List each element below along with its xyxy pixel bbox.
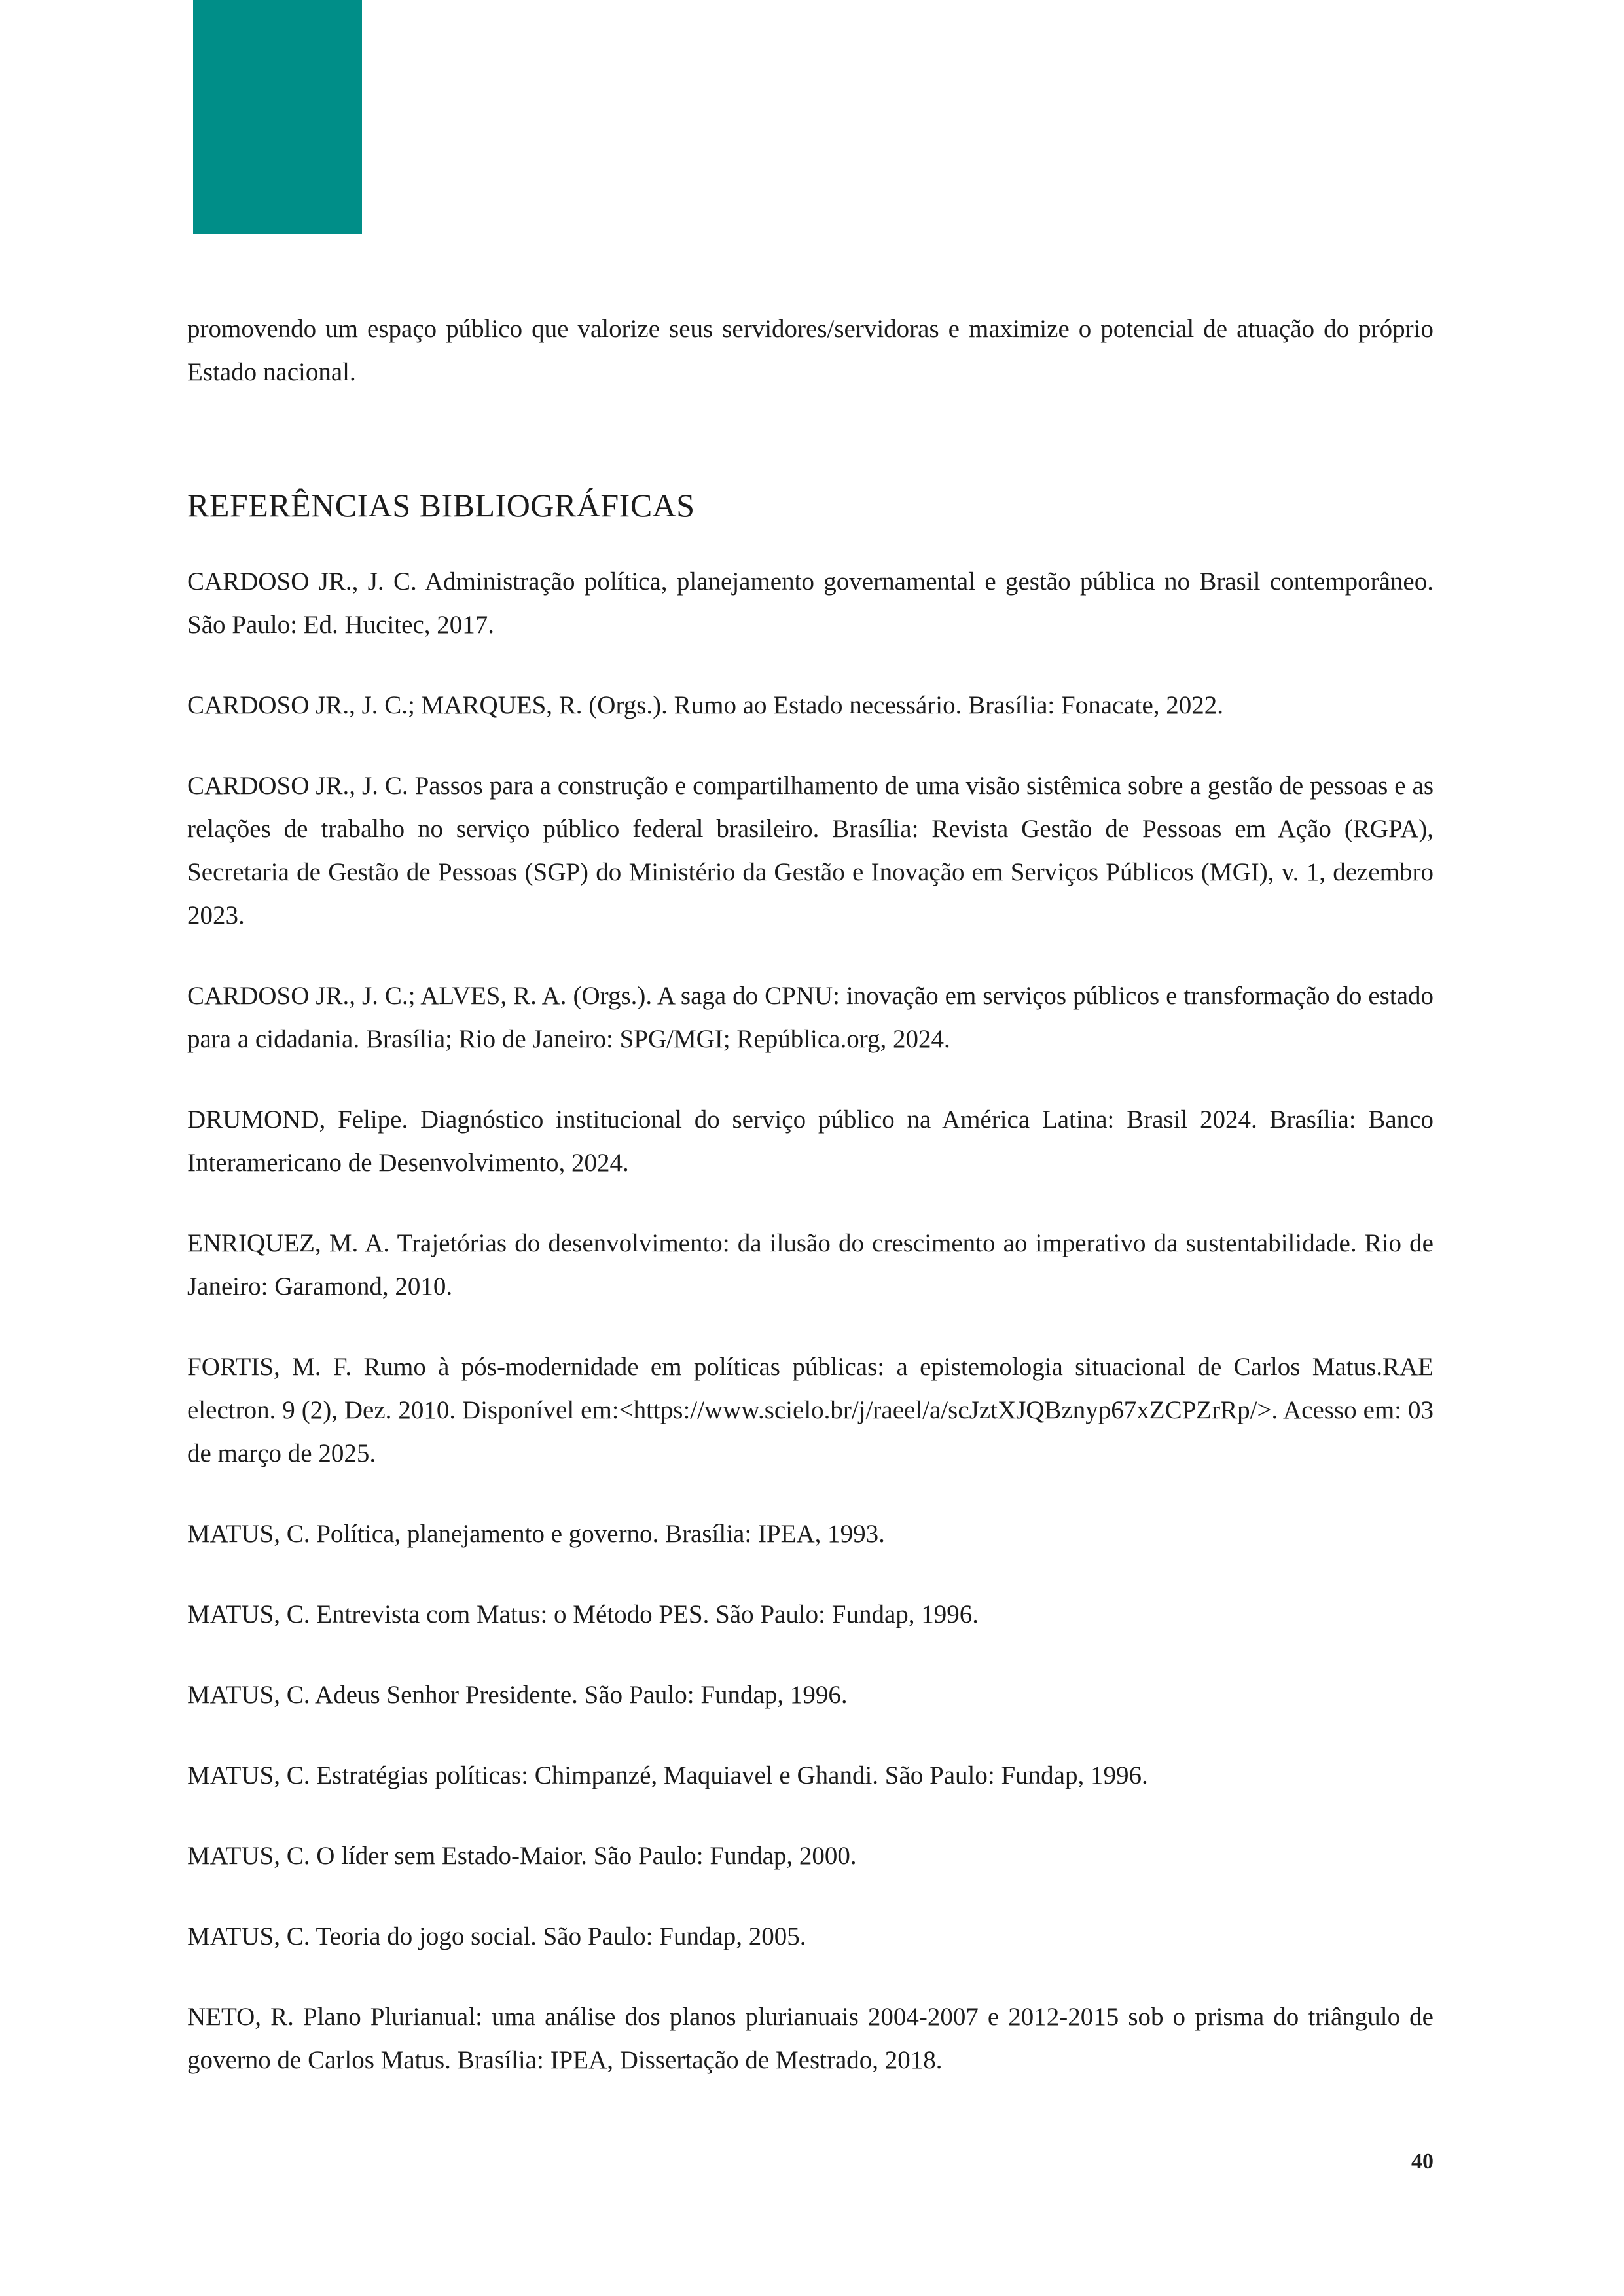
reference-item: MATUS, C. Entrevista com Matus: o Método PES. São Paulo: Fundap, 1996.	[187, 1600, 979, 1628]
reference-item: MATUS, C. Estratégias políticas: Chimpanzé, Maquiavel e Ghandi. São Paulo: Fundap, 1996.	[187, 1761, 1148, 1789]
reference-item: MATUS, C. Teoria do jogo social. São Paulo: Fundap, 2005.	[187, 1922, 806, 1950]
reference-item: DRUMOND, Felipe. Diagnóstico institucional do serviço público na América Latina: Brasil 2024. Brasília: Banco Interamericano de Desenvolvimento, 2024.	[187, 1105, 1434, 1177]
reference-item: NETO, R. Plano Plurianual: uma análise dos planos plurianuais 2004-2007 e 2012-2015 sob o prisma do triângulo de governo de Carlos Matus. Brasília: IPEA, Dissertação de Mestrado, 2018.	[187, 2003, 1434, 2074]
reference-item: FORTIS, M. F. Rumo à pós-modernidade em políticas públicas: a epistemologia situacional de Carlos Matus.RAE electron. 9 (2), Dez. 2010. Disponível em:<https://www.scielo.br/j/raeel/a/scJztXJQBznyp67xZCPZrRp/>. Acesso em: 03 de março de 2025.	[187, 1353, 1434, 1467]
reference-item: CARDOSO JR., J. C. Administração política, planejamento governamental e gestão pública no Brasil contemporâneo. São Paulo: Ed. Hucitec, 2017.	[187, 567, 1434, 639]
reference-item: ENRIQUEZ, M. A. Trajetórias do desenvolvimento: da ilusão do crescimento ao imperativo da sustentabilidade. Rio de Janeiro: Garamond, 2010.	[187, 1229, 1434, 1300]
section-heading: REFERÊNCIAS BIBLIOGRÁFICAS	[187, 487, 695, 524]
teal-accent-bar	[193, 0, 362, 234]
intro-paragraph: promovendo um espaço público que valorize seus servidores/servidoras e maximize o potencial de atuação do próprio Estado nacional.	[187, 315, 1434, 386]
reference-item: CARDOSO JR., J. C.; ALVES, R. A. (Orgs.). A saga do CPNU: inovação em serviços públicos e transformação do estado para a cidadania. Brasília; Rio de Janeiro: SPG/MGI; República.org, 2024.	[187, 982, 1434, 1053]
reference-item: CARDOSO JR., J. C. Passos para a construção e compartilhamento de uma visão sistêmica sobre a gestão de pessoas e as relações de trabalho no serviço público federal brasileiro. Brasília: Revista Gestão de Pessoas em Ação (RGPA), Secretaria de Gestão de Pessoas (SGP) do Ministério da Gestão e Inovação em Serviços Públicos (MGI), v. 1, dezembro 2023.	[187, 772, 1434, 929]
reference-item: MATUS, C. Adeus Senhor Presidente. São Paulo: Fundap, 1996.	[187, 1681, 848, 1709]
page-number: 40	[1411, 2149, 1434, 2174]
reference-item: MATUS, C. O líder sem Estado-Maior. São Paulo: Fundap, 2000.	[187, 1842, 857, 1870]
reference-item: CARDOSO JR., J. C.; MARQUES, R. (Orgs.). Rumo ao Estado necessário. Brasília: Fonacate, 2022.	[187, 691, 1224, 719]
page-content	[187, 308, 1434, 2119]
reference-item: MATUS, C. Política, planejamento e governo. Brasília: IPEA, 1993.	[187, 1520, 885, 1548]
